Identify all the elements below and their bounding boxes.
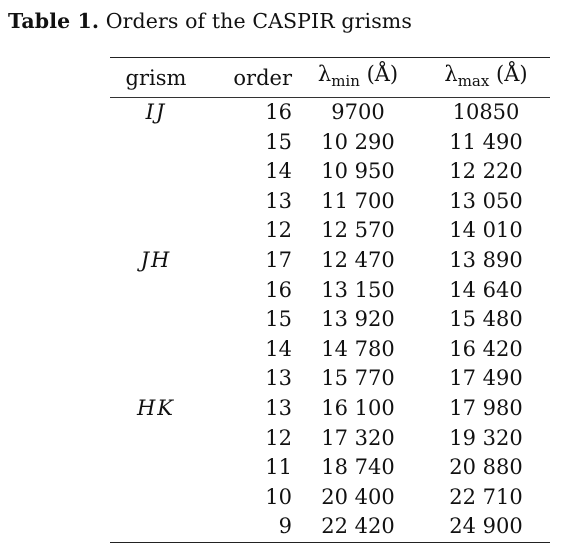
table-row xyxy=(110,483,550,513)
order-cell: 17 xyxy=(265,247,292,272)
order-cell: 12 xyxy=(265,218,292,243)
lambda-min-cell: 14 780 xyxy=(321,336,395,361)
grism-cell: HK xyxy=(136,395,175,420)
table-row xyxy=(110,394,550,424)
lambda-min-cell: 12 470 xyxy=(321,247,395,272)
order-cell: 16 xyxy=(265,100,292,124)
order-cell: 15 xyxy=(265,129,292,154)
lambda-max-cell: 12 220 xyxy=(449,159,523,184)
unit-label: (Å) xyxy=(366,62,399,86)
lambda-min-cell: 9700 xyxy=(331,100,385,124)
table-row xyxy=(110,305,550,335)
grism-cell xyxy=(110,187,202,217)
lambda-max-cell: 24 900 xyxy=(449,514,523,539)
table-caption xyxy=(8,9,412,33)
order-cell: 13 xyxy=(265,395,292,420)
grism-cell xyxy=(110,424,202,454)
lambda-max-cell: 13 890 xyxy=(449,247,523,272)
table-row xyxy=(110,335,550,365)
lambda-max-cell: 14 010 xyxy=(449,218,523,243)
lambda-max-cell: 17 980 xyxy=(449,395,523,420)
lambda-max-cell: 15 480 xyxy=(449,307,523,332)
header-lambda-max xyxy=(422,58,550,98)
lambda-min-cell: 15 770 xyxy=(321,366,395,391)
order-cell: 10 xyxy=(265,484,292,509)
lambda-max-cell: 17 490 xyxy=(449,366,523,391)
table-caption-label: Table 1. xyxy=(8,9,100,33)
table-row xyxy=(110,364,550,394)
grism-cell xyxy=(110,453,202,483)
lambda-max-cell: 11 490 xyxy=(449,129,523,154)
lambda-min-cell: 13 150 xyxy=(321,277,395,302)
table-row xyxy=(110,424,550,454)
min-subscript: min xyxy=(331,72,360,90)
order-cell: 13 xyxy=(265,366,292,391)
lambda-max-cell: 14 640 xyxy=(449,277,523,302)
grism-cell xyxy=(110,216,202,246)
header-lambda-min xyxy=(294,58,422,98)
lambda-min-cell: 16 100 xyxy=(321,395,395,420)
orders-table-container xyxy=(110,57,550,543)
table-row xyxy=(110,157,550,187)
grism-cell xyxy=(110,512,202,542)
table-row xyxy=(110,276,550,306)
header-row xyxy=(110,58,550,98)
order-cell: 11 xyxy=(265,455,292,480)
order-cell: 14 xyxy=(265,336,292,361)
lambda-max-cell: 13 050 xyxy=(449,188,523,213)
table-row xyxy=(110,98,550,128)
order-cell: 15 xyxy=(265,307,292,332)
table-row xyxy=(110,216,550,246)
max-subscript: max xyxy=(457,72,490,90)
lambda-min-cell: 17 320 xyxy=(321,425,395,450)
order-cell: 12 xyxy=(265,425,292,450)
table-row xyxy=(110,246,550,276)
grism-cell xyxy=(110,483,202,513)
table-row xyxy=(110,187,550,217)
lambda-min-cell: 10 950 xyxy=(321,159,395,184)
lambda-symbol: λ xyxy=(317,62,332,86)
lambda-min-cell: 13 920 xyxy=(321,307,395,332)
orders-table xyxy=(110,58,550,542)
table-row xyxy=(110,512,550,542)
lambda-min-cell: 11 700 xyxy=(321,188,395,213)
grism-cell xyxy=(110,128,202,158)
lambda-max-cell: 20 880 xyxy=(449,455,523,480)
grism-cell xyxy=(110,364,202,394)
lambda-min-cell: 18 740 xyxy=(321,455,395,480)
table-caption-text: Orders of the CASPIR grisms xyxy=(105,9,412,33)
unit-label: (Å) xyxy=(496,62,528,86)
lambda-symbol: λ xyxy=(444,62,458,86)
table-body xyxy=(110,98,550,542)
lambda-max-cell: 16 420 xyxy=(449,336,523,361)
table-row xyxy=(110,128,550,158)
grism-cell xyxy=(110,335,202,365)
table-row xyxy=(110,453,550,483)
lambda-min-cell: 12 570 xyxy=(321,218,395,243)
order-cell: 16 xyxy=(265,277,292,302)
header-order: order xyxy=(233,65,292,90)
grism-cell xyxy=(110,157,202,187)
lambda-max-cell: 10850 xyxy=(452,100,520,124)
grism-cell xyxy=(110,276,202,306)
lambda-min-cell: 10 290 xyxy=(321,129,395,154)
bottom-rule xyxy=(110,542,550,543)
order-cell: 14 xyxy=(265,159,292,184)
lambda-min-cell: 20 400 xyxy=(321,484,395,509)
order-cell: 9 xyxy=(278,514,292,539)
order-cell: 13 xyxy=(265,188,292,213)
header-grism: grism xyxy=(125,65,187,90)
grism-cell: JH xyxy=(140,247,172,272)
lambda-min-cell: 22 420 xyxy=(321,514,395,539)
grism-cell: IJ xyxy=(145,100,167,124)
grism-cell xyxy=(110,305,202,335)
lambda-max-cell: 19 320 xyxy=(449,425,523,450)
lambda-max-cell: 22 710 xyxy=(449,484,523,509)
